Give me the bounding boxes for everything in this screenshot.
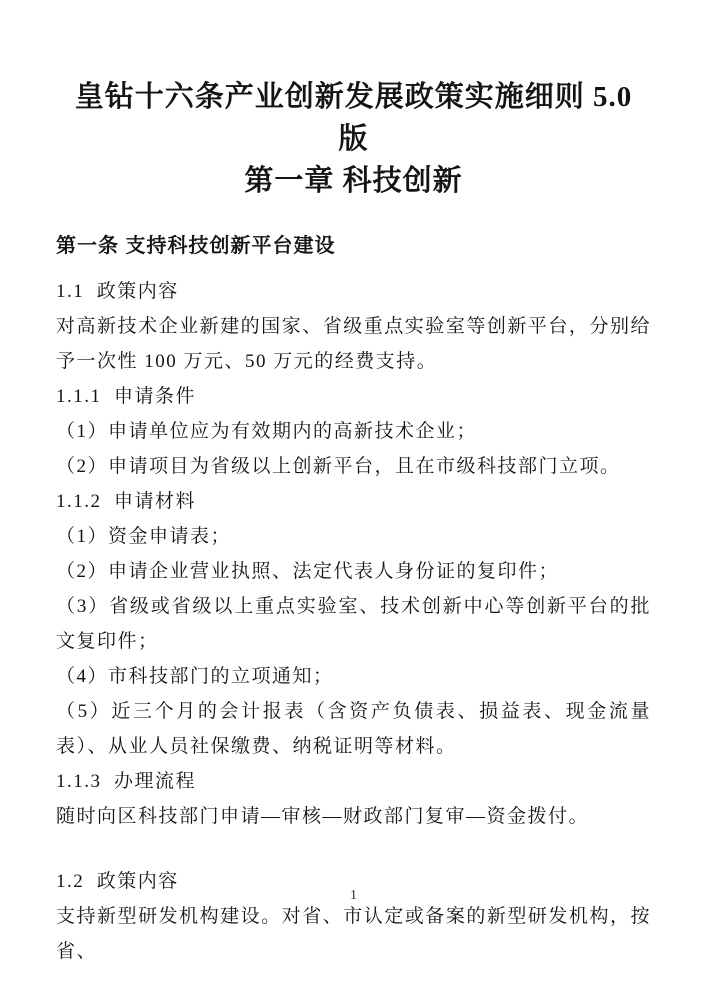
list-item-materials-4: （4）市科技部门的立项通知； bbox=[56, 666, 334, 687]
list-item-conditions-1: （1）申请单位应为有效期内的高新技术企业； bbox=[56, 421, 478, 442]
list-item-conditions-2: （2）申请项目为省级以上创新平台，且在市级科技部门立项。 bbox=[56, 456, 621, 477]
paragraph-policy-content-1-2: 支持新型研发机构建设。对省、市认定或备案的新型研发机构，按省、 bbox=[56, 906, 651, 962]
document-title bbox=[56, 76, 651, 202]
paragraph-process-flow: 随时向区科技部门申请—审核—财政部门复审—资金拨付。 bbox=[56, 806, 590, 827]
list-item-materials-5: （5）近三个月的会计报表（含资产负债表、损益表、现金流量表）、从业人员社保缴费、纳税证明等材料。 bbox=[56, 701, 651, 757]
subheading-1-1-2: 1.1.2 申请材料 bbox=[56, 491, 197, 512]
paragraph-policy-content-1-1: 对高新技术企业新建的国家、省级重点实验室等创新平台，分别给予一次性 100 万元、50 万元的经费支持。 bbox=[56, 316, 651, 372]
document-body bbox=[56, 274, 651, 969]
list-item-materials-2: （2）申请企业营业执照、法定代表人身份证的复印件； bbox=[56, 561, 560, 582]
chapter-heading: 第一章 科技创新 bbox=[244, 165, 463, 197]
subheading-1-1: 1.1 政策内容 bbox=[56, 281, 179, 302]
subheading-1-2: 1.2 政策内容 bbox=[56, 871, 179, 892]
document-title-line: 皇钻十六条产业创新发展政策实施细则 5.0 版 bbox=[74, 81, 641, 155]
article-heading: 第一条 支持科技创新平台建设 bbox=[56, 235, 336, 257]
page-number: 1 bbox=[350, 888, 357, 903]
subheading-1-1-1: 1.1.1 申请条件 bbox=[56, 386, 197, 407]
list-item-materials-3: （3）省级或省级以上重点实验室、技术创新中心等创新平台的批文复印件； bbox=[56, 596, 651, 652]
subheading-1-1-3: 1.1.3 办理流程 bbox=[56, 771, 197, 792]
list-item-materials-1: （1）资金申请表； bbox=[56, 526, 232, 547]
